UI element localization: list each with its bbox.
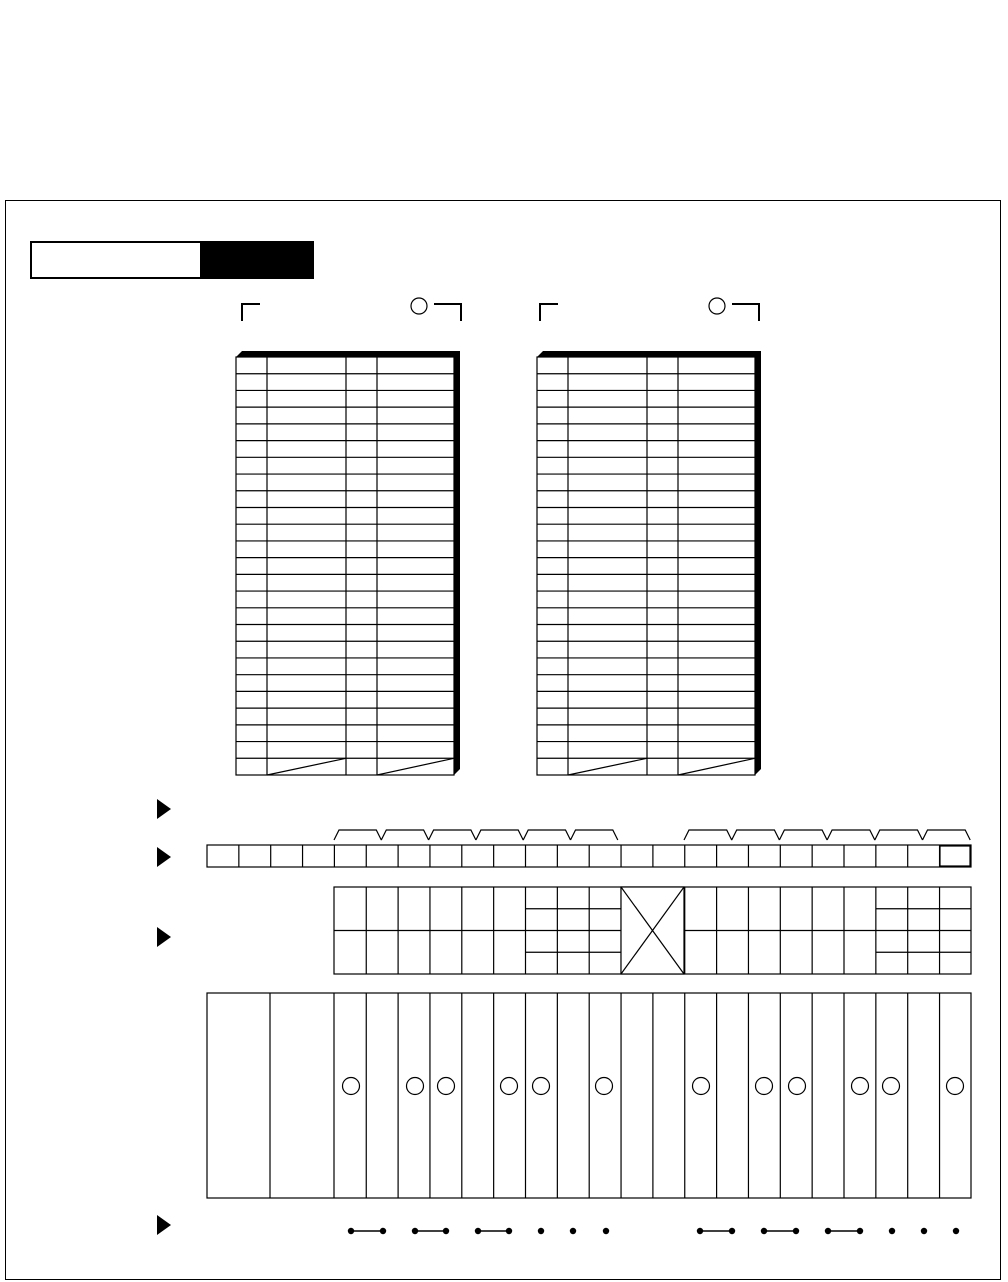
circle-marker-icon xyxy=(756,1078,773,1095)
column-header-1 xyxy=(242,298,461,321)
pin-icon xyxy=(603,1228,609,1234)
pin-icon xyxy=(538,1228,544,1234)
jumper-row xyxy=(348,1228,959,1234)
pin-icon xyxy=(380,1228,386,1234)
column-header-2 xyxy=(540,298,759,321)
circle-marker-icon xyxy=(407,1078,424,1095)
pin-icon xyxy=(348,1228,354,1234)
corner-bracket-icon xyxy=(242,304,260,321)
circle-marker-icon xyxy=(789,1078,806,1095)
circle-marker-icon xyxy=(533,1078,550,1095)
pin-icon xyxy=(443,1228,449,1234)
circle-marker-icon xyxy=(947,1078,964,1095)
table-body xyxy=(537,357,755,775)
row-markers xyxy=(157,799,171,1235)
pin-icon xyxy=(697,1228,703,1234)
corner-bracket-icon xyxy=(434,304,461,321)
pin-icon xyxy=(412,1228,418,1234)
play-triangle-icon xyxy=(157,927,171,947)
circle-marker-icon xyxy=(411,298,427,314)
pin-grid-row xyxy=(334,887,971,974)
slot-row xyxy=(207,993,971,1198)
pin-icon xyxy=(889,1228,895,1234)
terminal-strip-row xyxy=(207,845,971,867)
circle-marker-icon xyxy=(501,1078,518,1095)
play-triangle-icon xyxy=(157,847,171,867)
group-brace xyxy=(334,830,618,840)
grouping-brace-row xyxy=(334,830,970,840)
terminal-table-2 xyxy=(537,351,761,775)
pin-icon xyxy=(921,1228,927,1234)
circle-marker-icon xyxy=(852,1078,869,1095)
pin-icon xyxy=(793,1228,799,1234)
corner-bracket-icon xyxy=(732,304,759,321)
pin-icon xyxy=(953,1228,959,1234)
circle-marker-icon xyxy=(693,1078,710,1095)
pin-icon xyxy=(825,1228,831,1234)
pin-icon xyxy=(857,1228,863,1234)
circle-marker-icon xyxy=(596,1078,613,1095)
pin-icon xyxy=(506,1228,512,1234)
terminal-table-1 xyxy=(236,351,460,775)
table-body xyxy=(236,357,454,775)
pin-icon xyxy=(761,1228,767,1234)
corner-bracket-icon xyxy=(540,304,558,321)
pin-icon xyxy=(570,1228,576,1234)
play-triangle-icon xyxy=(157,1215,171,1235)
group-brace xyxy=(684,830,970,840)
circle-marker-icon xyxy=(709,298,725,314)
circle-marker-icon xyxy=(343,1078,360,1095)
pin-icon xyxy=(729,1228,735,1234)
circle-marker-icon xyxy=(883,1078,900,1095)
strip-end-cap xyxy=(940,846,970,866)
circle-marker-icon xyxy=(438,1078,455,1095)
pin-icon xyxy=(475,1228,481,1234)
play-triangle-icon xyxy=(157,799,171,819)
